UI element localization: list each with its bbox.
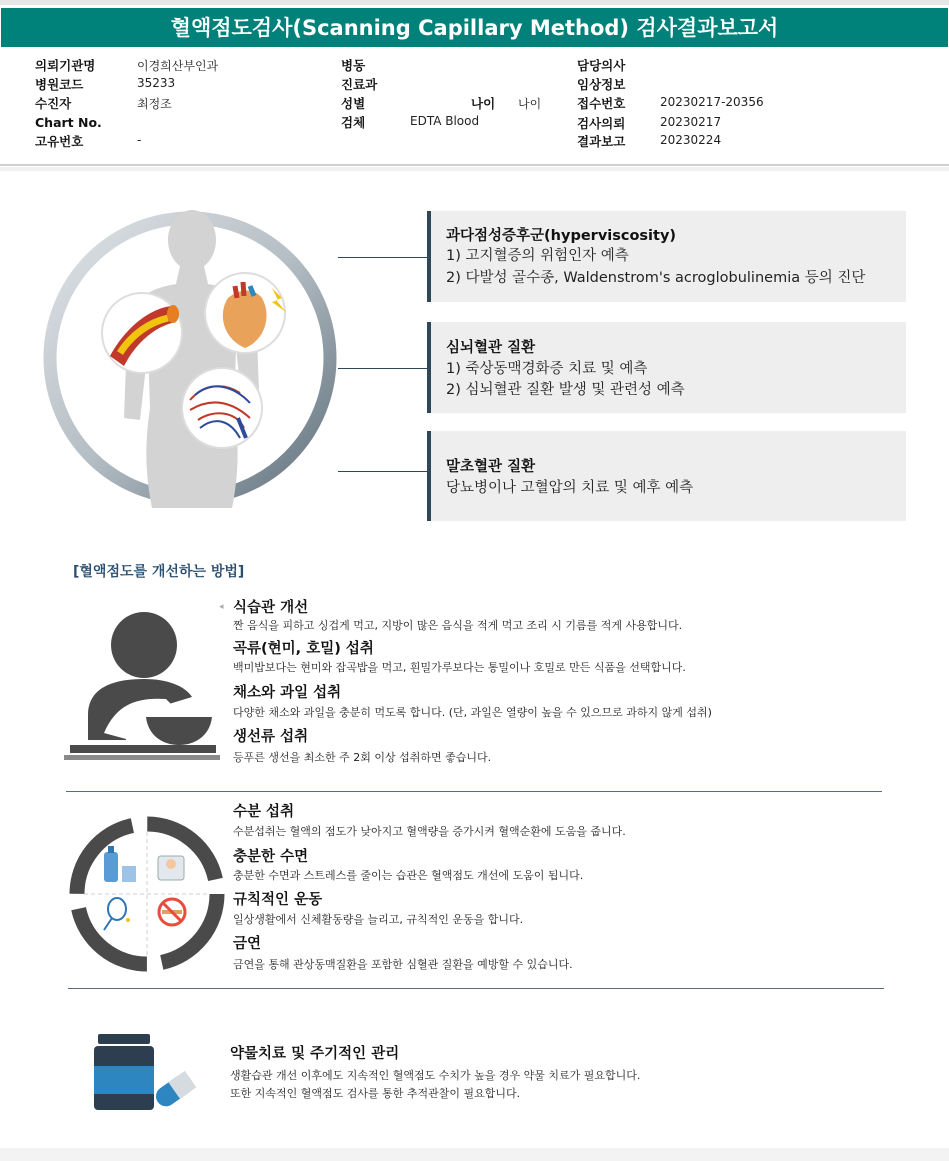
drug-line: 생활습관 개선 이후에도 지속적인 혈액점도 수치가 높을 경우 약물 치료가 필요합니다. xyxy=(230,1069,641,1082)
tip-title: 수분 섭취 xyxy=(233,804,295,820)
heart-icon xyxy=(205,273,286,353)
tip-desc: 짠 음식을 피하고 싱겁게 먹고, 지방이 많은 음식을 적게 먹고 조리 시 기름를 적게 사용합니다. xyxy=(233,619,683,632)
water-icon xyxy=(104,846,136,882)
small-mark-icon: ◂ xyxy=(219,602,224,612)
capillary-icon xyxy=(182,368,262,448)
report-title: 혈액점도검사(Scanning Capillary Method) 검사결과보고서 xyxy=(1,8,948,47)
tip-desc: 일상생활에서 신체활동량을 늘리고, 규칙적인 운동을 합니다. xyxy=(233,913,524,926)
medicine-bottle-icon xyxy=(90,1032,205,1112)
tip-title: 규칙적인 운동 xyxy=(233,892,323,908)
pill-icon xyxy=(152,1071,196,1110)
box-line: 2) 심뇌혈관 질환 발생 및 관련성 예측 xyxy=(446,382,685,398)
improve-section-title: [혈액점도를 개선하는 방법] xyxy=(73,564,245,580)
hospital-code-value: 35233 xyxy=(137,76,176,90)
tip-title: 곡류(현미, 호밀) 섭취 xyxy=(233,641,374,657)
receipt-label: 접수번호 xyxy=(577,96,626,111)
specimen-label: 검체 xyxy=(341,115,366,130)
request-value: 20230217 xyxy=(660,115,722,129)
vessel-icon xyxy=(102,293,182,373)
tip-title: 금연 xyxy=(233,936,262,952)
header-divider xyxy=(0,164,949,166)
chart-label: Chart No. xyxy=(35,115,102,130)
report-label: 결과보고 xyxy=(577,134,626,149)
connector-2 xyxy=(338,368,427,369)
body-illustration xyxy=(40,188,340,528)
institution-value: 이경희산부인과 xyxy=(137,59,219,73)
ward-label: 병동 xyxy=(341,58,366,73)
tip-desc: 충분한 수면과 스트레스를 줄이는 습관은 혈액점도 개선에 도움이 됩니다. xyxy=(233,869,584,882)
age-value: 나이 xyxy=(518,97,542,111)
request-label: 검사의뢰 xyxy=(577,116,626,131)
patient-label: 수진자 xyxy=(35,96,72,111)
header-divider-shadow xyxy=(0,167,949,171)
clinical-label: 임상정보 xyxy=(577,77,626,92)
hospital-code-label: 병원코드 xyxy=(35,77,84,92)
box-line: 1) 죽상동맥경화증 치료 및 예측 xyxy=(446,361,648,377)
institution-label: 의뢰기관명 xyxy=(35,58,96,73)
dept-label: 진료과 xyxy=(341,77,378,92)
sex-label: 성별 xyxy=(341,96,366,111)
tip-desc: 등푸른 생선을 최소한 주 2회 이상 섭취하면 좋습니다. xyxy=(233,751,492,764)
box-title: 말초혈관 질환 xyxy=(446,459,536,475)
drug-line: 또한 지속적인 혈액점도 검사를 통한 추적관찰이 필요합니다. xyxy=(230,1087,521,1100)
box-line: 1) 고지혈증의 위험인자 예측 xyxy=(446,248,629,264)
peripheral-box xyxy=(427,431,906,521)
divider xyxy=(68,988,884,989)
sleep-icon xyxy=(158,856,184,880)
hyperviscosity-box xyxy=(427,211,906,302)
unique-label: 고유번호 xyxy=(35,134,84,149)
tip-title: 생선류 섭취 xyxy=(233,729,309,745)
unique-value: - xyxy=(137,133,142,147)
tip-title: 충분한 수면 xyxy=(233,849,309,865)
tip-desc: 금연을 통해 관상동맥질환을 포함한 심혈관 질환을 예방할 수 있습니다. xyxy=(233,958,573,971)
eating-person-icon xyxy=(64,605,220,767)
tip-desc: 다양한 채소와 과일을 충분히 먹도록 합니다. (단, 과일은 열량이 높을 수 있으므로 과하지 않게 섭취) xyxy=(233,706,712,719)
tip-title: 채소와 과일 섭취 xyxy=(233,685,342,701)
tip-desc: 수분섭취는 혈액의 점도가 낮아지고 혈액량을 증가시켜 혈액순환에 도움을 줍니다. xyxy=(233,825,626,838)
divider xyxy=(66,791,882,792)
connector-1 xyxy=(338,257,427,258)
tip-title: 식습관 개선 xyxy=(233,600,309,616)
drug-title: 약물치료 및 주기적인 관리 xyxy=(230,1046,400,1062)
age-label: 나이 xyxy=(471,96,496,111)
cardiovascular-box xyxy=(427,322,906,413)
top-border xyxy=(0,0,949,5)
box-title: 과다점성증후군(hyperviscosity) xyxy=(446,228,677,244)
connector-3 xyxy=(338,471,427,472)
lifestyle-cycle-icon xyxy=(62,812,232,977)
receipt-value: 20230217-20356 xyxy=(660,95,764,109)
report-value: 20230224 xyxy=(660,133,722,147)
no-smoking-icon xyxy=(159,899,185,925)
box-title: 심뇌혈관 질환 xyxy=(446,340,536,356)
box-line: 2) 다발성 골수종, Waldenstrom's acroglobulinemia 등의 진단 xyxy=(446,270,866,286)
specimen-value: EDTA Blood xyxy=(410,114,480,128)
box-line: 당뇨병이나 고혈압의 치료 및 예후 예측 xyxy=(446,480,694,496)
exercise-icon xyxy=(104,898,130,930)
patient-value: 최정조 xyxy=(137,97,172,111)
doctor-label: 담당의사 xyxy=(577,58,626,73)
tip-desc: 백미밥보다는 현미와 잡곡밥을 먹고, 흰밀가루보다는 통밀이나 호밀로 만든 식품을 선택합니다. xyxy=(233,661,686,674)
